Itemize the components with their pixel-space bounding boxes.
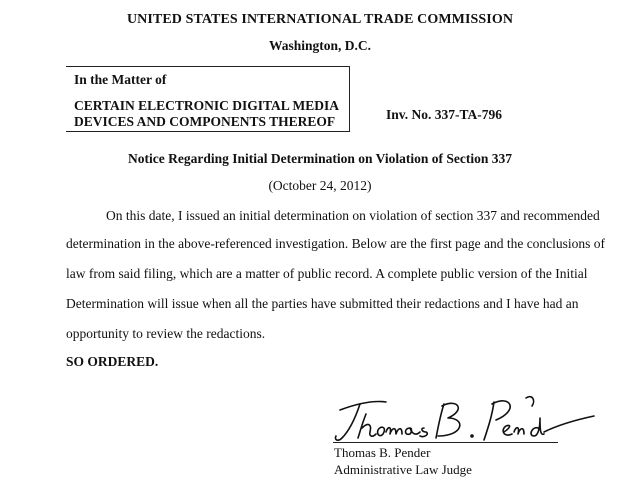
location-line: Washington, D.C. <box>268 38 372 53</box>
investigation-number: Inv. No. 337-TA-796 <box>386 107 503 122</box>
matter-title-line-2: DEVICES AND COMPONENTS THEREOF <box>74 114 336 129</box>
body-line: opportunity to review the redactions. <box>66 326 266 341</box>
notice-date: (October 24, 2012) <box>268 178 372 193</box>
matter-title-line-1: CERTAIN ELECTRONIC DIGITAL MEDIA <box>74 98 339 113</box>
body-line: law from said filing, which are a matter of public record. A complete public version of the Initial <box>66 266 588 281</box>
signature-line <box>333 442 558 443</box>
body-line: determination in the above-referenced investigation. Below are the first page and the conclusions of <box>66 236 606 251</box>
commission-title: UNITED STATES INTERNATIONAL TRADE COMMISSION <box>126 12 514 27</box>
handwritten-signature <box>326 392 596 448</box>
signer-title: Administrative Law Judge <box>334 462 472 477</box>
matter-label: In the Matter of <box>74 72 167 87</box>
signer-name: Thomas B. Pender <box>334 445 431 460</box>
body-line: On this date, I issued an initial determination on violation of section 337 and recommended <box>106 208 600 223</box>
body-line: Determination will issue when all the parties have submitted their redactions and I have had an <box>66 296 579 311</box>
so-ordered: SO ORDERED. <box>66 354 159 369</box>
notice-title: Notice Regarding Initial Determination on Violation of Section 337 <box>128 151 512 166</box>
